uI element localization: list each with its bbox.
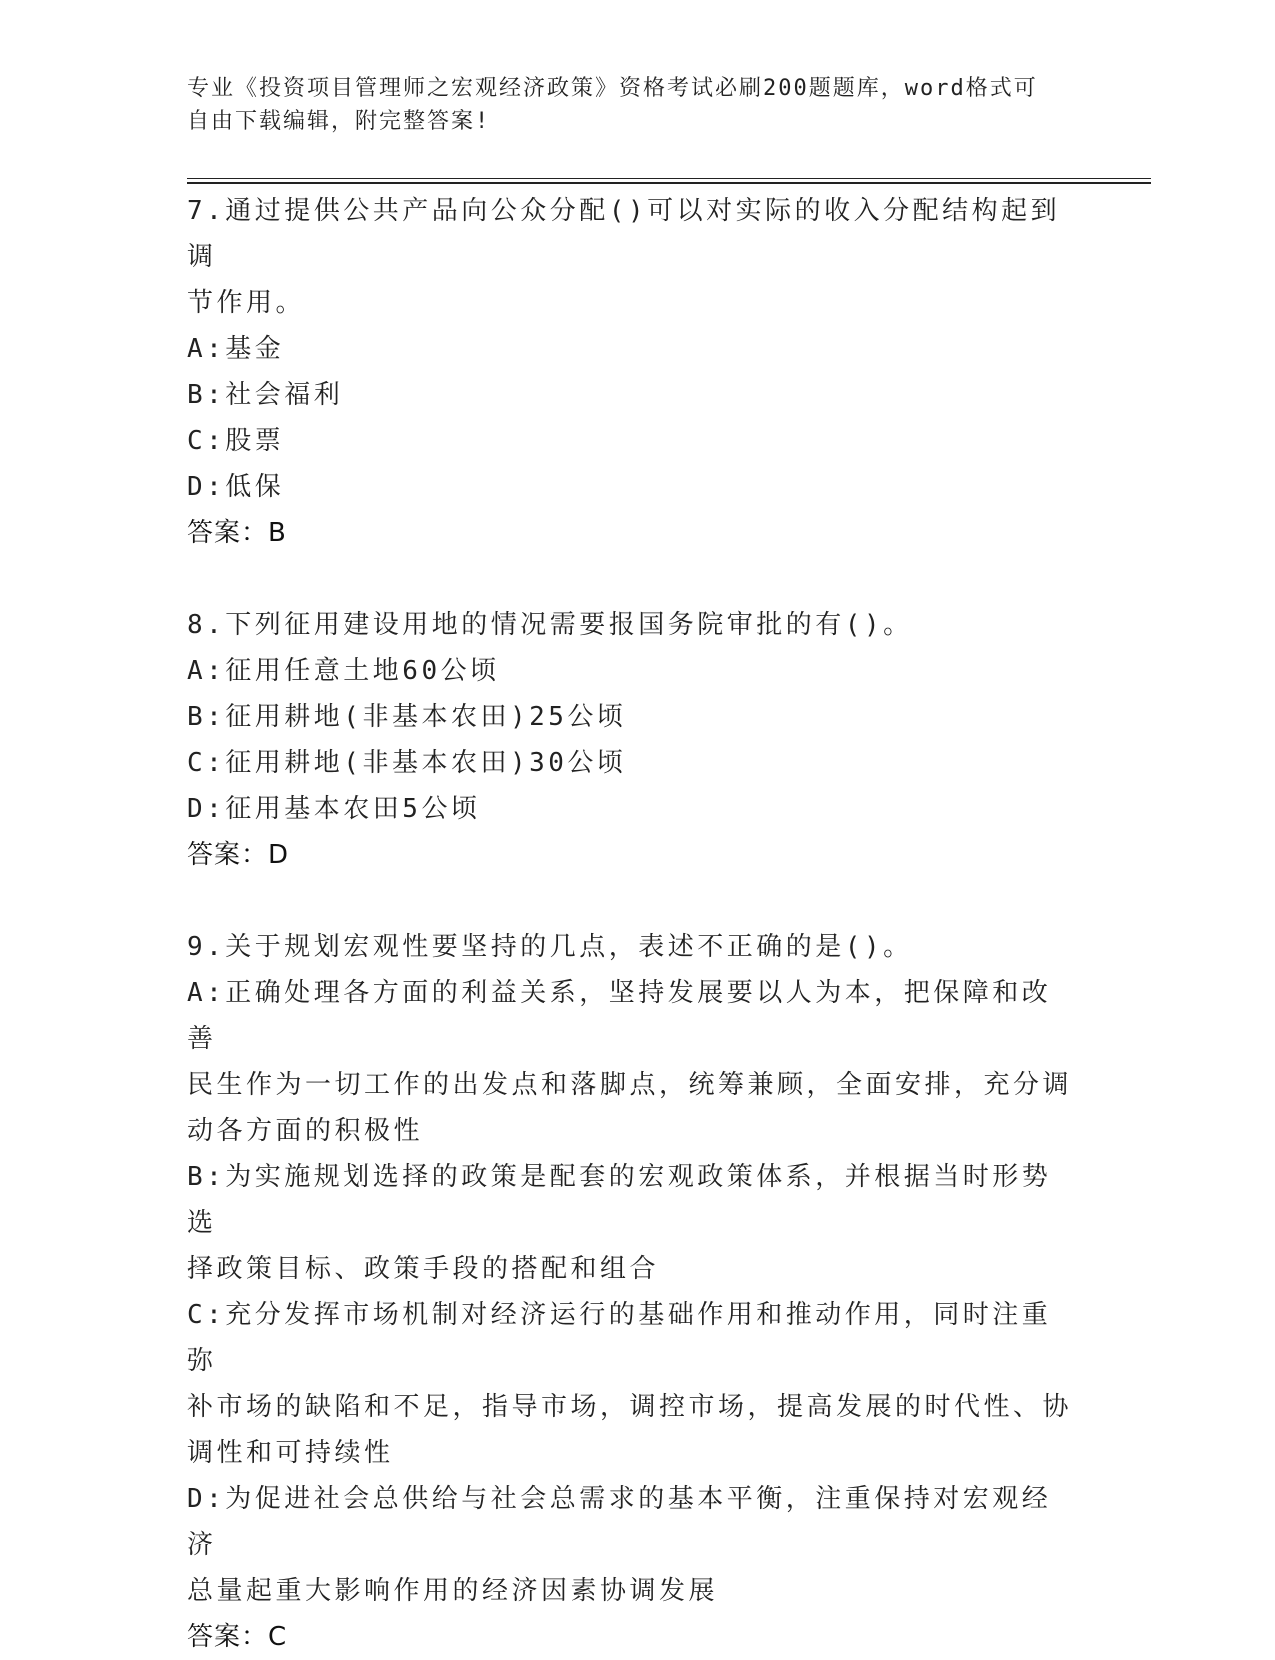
question-9 <box>187 924 1077 1660</box>
question-9-option-d-line-2: 总量起重大影响作用的经济因素协调发展 <box>187 1576 719 1606</box>
question-spacer <box>187 556 1077 602</box>
question-9-option-a-line-2: 民生作为一切工作的出发点和落脚点，统筹兼顾，全面安排，充分调 <box>187 1070 1073 1100</box>
header-divider-thick <box>187 182 1151 184</box>
question-8-option-d: D:征用基本农田5公顷 <box>187 794 481 824</box>
question-9-option-c-line-1: C:充分发挥市场机制对经济运行的基础作用和推动作用，同时注重弥 <box>187 1300 1052 1376</box>
question-7-option-d: D:低保 <box>187 472 285 502</box>
header-title-line-1: 专业《投资项目管理师之宏观经济政策》资格考试必刷200题题库，word格式可 <box>187 76 1038 101</box>
header-divider-thin <box>187 178 1151 179</box>
question-7-option-c: C:股票 <box>187 426 285 456</box>
question-9-option-c-line-3: 调性和可持续性 <box>187 1438 394 1468</box>
question-8-option-c: C:征用耕地(非基本农田)30公顷 <box>187 748 627 778</box>
question-9-option-a-line-1: A:正确处理各方面的利益关系，坚持发展要以人为本，把保障和改善 <box>187 978 1052 1054</box>
question-7-stem-line-2: 节作用。 <box>187 288 306 318</box>
question-9-option-b-line-2: 择政策目标、政策手段的搭配和组合 <box>187 1254 660 1284</box>
question-8-option-b: B:征用耕地(非基本农田)25公顷 <box>187 702 627 732</box>
question-9-option-a-line-3: 动各方面的积极性 <box>187 1116 424 1146</box>
question-7 <box>187 188 1077 556</box>
header-title-line-2: 自由下载编辑，附完整答案! <box>187 109 491 134</box>
question-7-option-b: B:社会福利 <box>187 380 344 410</box>
question-spacer <box>187 878 1077 924</box>
question-9-option-c-line-2: 补市场的缺陷和不足，指导市场，调控市场，提高发展的时代性、协 <box>187 1392 1073 1422</box>
question-9-stem-line-1: 9.关于规划宏观性要坚持的几点，表述不正确的是()。 <box>187 932 913 962</box>
question-7-option-a: A:基金 <box>187 334 285 364</box>
question-7-answer: 答案：B <box>187 518 287 548</box>
question-7-stem-line-1: 7.通过提供公共产品向公众分配()可以对实际的收入分配结构起到调 <box>187 196 1061 272</box>
question-8-option-a: A:征用任意土地60公顷 <box>187 656 500 686</box>
question-9-answer: 答案：C <box>187 1622 288 1652</box>
question-8 <box>187 602 1077 878</box>
question-8-stem-line-1: 8.下列征用建设用地的情况需要报国务院审批的有()。 <box>187 610 913 640</box>
question-8-answer: 答案：D <box>187 840 290 870</box>
question-9-option-b-line-1: B:为实施规划选择的政策是配套的宏观政策体系，并根据当时形势选 <box>187 1162 1052 1238</box>
document-header <box>187 72 1067 138</box>
question-9-option-d-line-1: D:为促进社会总供给与社会总需求的基本平衡，注重保持对宏观经济 <box>187 1484 1052 1560</box>
question-list <box>187 188 1077 1660</box>
